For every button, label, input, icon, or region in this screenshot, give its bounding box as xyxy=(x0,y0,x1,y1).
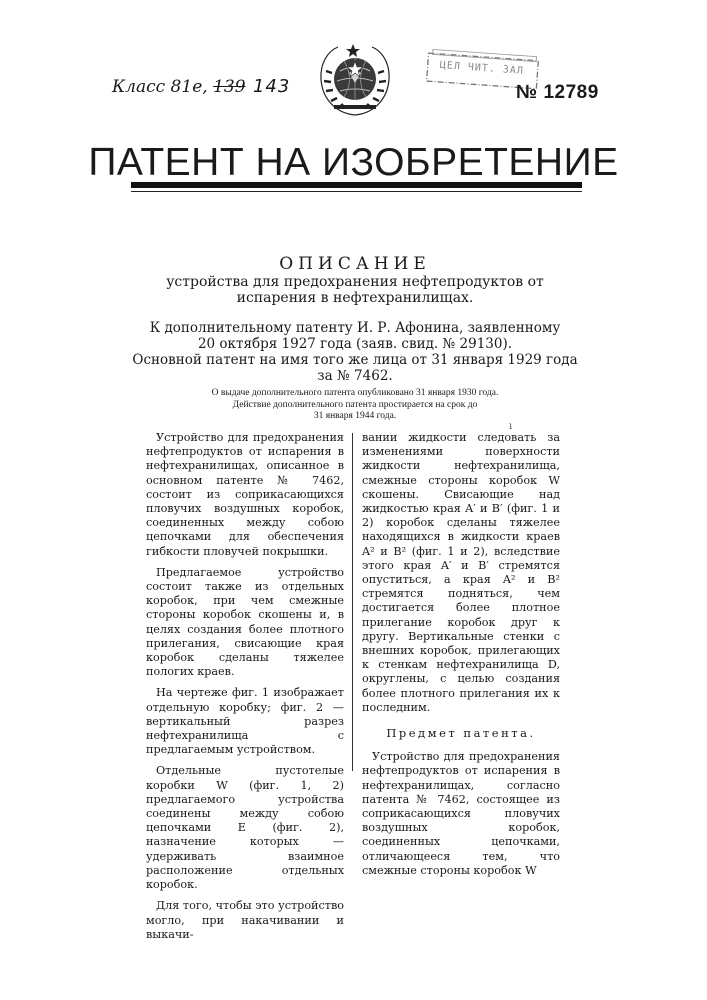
column-divider xyxy=(352,433,353,771)
stamp-text: ЦЕЛ ЧИТ. ЗАЛ xyxy=(439,60,524,77)
body-paragraph: Устройство для предохранения нефтепродуктов от испарения в нефтехранилищах, описанное в основном патенте № 7462, состоит из соприкасающихся пловучих воздушных коробок, соединенных между собою цепочками для обеспечения гибкости пловучей покрышки. xyxy=(146,431,344,559)
description-heading: ОПИСАНИЕ xyxy=(120,254,590,274)
claim-paragraph: Устройство для предохранения нефтепродуктов от испарения в нефтехранилищах, согласно патента № 7462, состоящее из соприкасающихся пловучих воздушных коробок, соединенных цепочками, отличающееся тем, что смежные стороны коробок W xyxy=(362,750,560,878)
body-paragraph: На чертеже фиг. 1 изображает отдельную коробку; фиг. 2 — вертикальный разрез нефтехранилища с предлагаемым устройством. xyxy=(146,686,344,757)
additional-patent-info xyxy=(120,320,590,352)
title-rule-thin xyxy=(131,191,582,192)
publication-line: О выдаче дополнительного патента опубликовано 31 января 1930 года. xyxy=(120,388,590,400)
publication-line: 31 января 1944 года. xyxy=(120,411,590,423)
subtitle-line: испарения в нефтехранилищах. xyxy=(120,290,590,306)
state-emblem-icon xyxy=(316,41,394,119)
class-handwritten-number: 143 xyxy=(253,76,290,97)
class-label xyxy=(112,76,290,97)
body-paragraph: Для того, чтобы это устройство могло, при накачивании и выкачи- xyxy=(146,899,344,942)
additional-patent-line: 20 октября 1927 года (заяв. свид. № 29130). xyxy=(120,336,590,352)
claim-heading: Предмет патента. xyxy=(362,726,560,740)
publication-note xyxy=(120,388,590,423)
class-prefix: Класс 81е, xyxy=(112,77,208,97)
stray-mark: ı xyxy=(509,421,512,432)
left-column xyxy=(146,431,344,942)
main-patent-info xyxy=(120,352,590,384)
additional-patent-line: К дополнительному патенту И. Р. Афонина, заявленному xyxy=(120,320,590,336)
right-column xyxy=(362,431,560,878)
publication-line: Действие дополнительного патента простирается на срок до xyxy=(120,400,590,412)
body-paragraph: Отдельные пустотелые коробки W (фиг. 1, 2) предлагаемого устройства соединены между собою цепочками E (фиг. 2), назначение которых — удерживать взаимное расположение отдельных коробок. xyxy=(146,764,344,892)
title-rule-thick xyxy=(131,182,582,188)
page-title: ПАТЕНТ НА ИЗОБРЕТЕНИЕ xyxy=(0,141,707,185)
subtitle-line: устройства для предохранения нефтепродуктов от xyxy=(120,274,590,290)
main-patent-line: за № 7462. xyxy=(120,368,590,384)
body-paragraph: Предлагаемое устройство состоит также из отдельных коробок, при чем смежные стороны коробок скошены и, в целях создания более плотного прилегания, свисающие края коробок сделаны тяжелее пологих краев. xyxy=(146,566,344,680)
main-patent-line: Основной патент на имя того же лица от 31 января 1929 года xyxy=(120,352,590,368)
body-paragraph: вании жидкости следовать за изменениями поверхности жидкости нефтехранилища, смежные стороны коробок W скошены. Свисающие над жидкостью края A′ и B′ (фиг. 1 и 2) коробок сделаны тяжелее находящихся в жидкости краев A² и B² (фиг. 1 и 2), вследствие этого края A′ и B′ стремятся опуститься, а края A² и B² стремятся подняться, чем достигается более плотное прилегание коробок друг к другу. Вертикальные стенки c внешних коробок, прилегающих к стенкам нефтехранилища D, округлены, с целью создания более плотного прилегания их к последним. xyxy=(362,431,560,715)
class-struck-number: 139 xyxy=(213,77,245,97)
patent-number: № 12789 xyxy=(516,82,599,104)
invention-subtitle xyxy=(120,274,590,306)
